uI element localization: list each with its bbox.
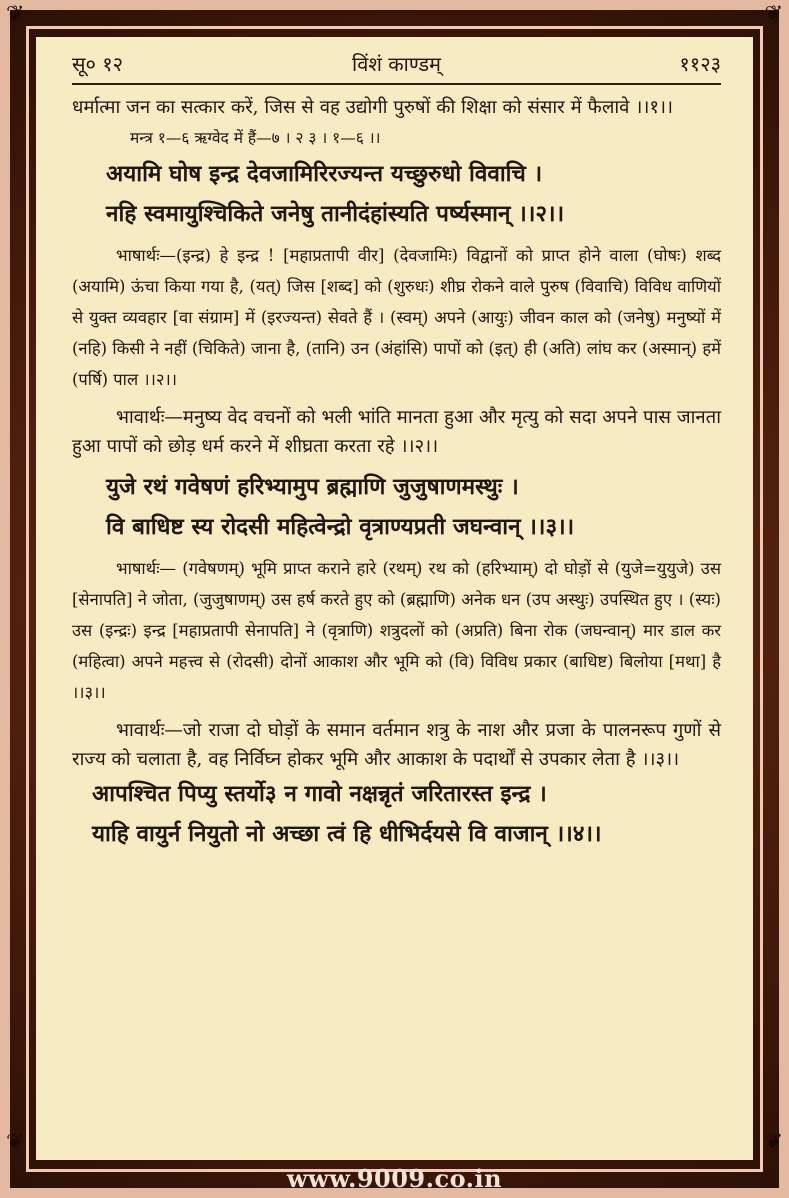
section-title: विंशं काण्डम् bbox=[352, 52, 441, 76]
page-header bbox=[72, 51, 721, 85]
verse-2-line-2: नहि स्वमायुश्चिकिते जनेषु तानीदंहांस्यति पर्ष्यस्मान् ।।२।। bbox=[106, 201, 565, 227]
verse-4-line-1: आपश्चित पिप्यु स्तर्यो३ न गावो नक्षन्नृतं जरितारस्त इन्द्र । bbox=[92, 781, 547, 807]
verse-3-line-2: वि बाधिष्ट स्य रोदसी महित्वेन्द्रो वृत्राण्यप्रती जघन्वान् ।।३।। bbox=[106, 514, 575, 540]
intro-paragraph: धर्मात्मा जन का सत्कार करें, जिस से वह उद्योगी पुरुषों की शिक्षा को संसार में फैलावे ।।१।। bbox=[72, 97, 673, 118]
bhashartha-3: भाषार्थः— (गवेषणम्) भूमि प्राप्त कराने हारे (रथम्) रथ को (हरिभ्याम्) दो घोड़ों से (युजे=युयुजे) उस [सेनापति] ने जोता, (जुजुषाणम्) उस हर्ष करते हुए को (ब्रह्माणि) अनेक धन (उप अस्थुः) उपस्थित हुए । (स्यः) उस (इन्द्रः) इन्द्र [महाप्रतापी सेनापति] ने (वृत्राणि) शत्रुदलों को (अप्रति) बिना रोक (जघन्वान्) मार डाल कर (महित्वा) अपने महत्त्व से (रोदसी) दोनों आकाश और भूमि को (वि) विविध प्रकार (बाधिष्ट) बिलोया [मथा] है ।।३।। bbox=[72, 559, 721, 702]
corner-ornament-icon: ❦ bbox=[6, 2, 25, 27]
bhashartha-2: भाषार्थः—(इन्द्र) हे इन्द्र ! [महाप्रतापी वीर] (देवजामिः) विद्वानों को प्राप्त होने वाला (घोषः) शब्द (अयामि) ऊंचा किया गया है, (यत्) जिस [शब्द] को (शुरुधः) शीघ्र रोकने वाले पुरुष (विवाचि) विविध वाणियों से युक्त व्यवहार [वा संग्राम] में (इरज्यन्त) सेवते हैं । (स्वम्) अपने (आयुः) जीवन काल को (जनेषु) मनुष्यों में (नहि) किसी ने नहीं (चिकिते) जाना है, (तानि) उन (अंहांसि) पापों को (इत्) ही (अति) लांघ कर (अस्मान्) हमें (पर्षि) पाल ।।२।। bbox=[72, 246, 721, 389]
corner-ornament-icon: ❦ bbox=[764, 1130, 783, 1155]
corner-ornament-icon: ❦ bbox=[764, 2, 783, 27]
verse-4-line-2: याहि वायुर्न नियुतो नो अच्छा त्वं हि धीभिर्दयसे वि वाजान् ।।४।। bbox=[92, 821, 602, 847]
bhavartha-2: भावार्थः—मनुष्य वेद वचनों को भली भांति मानता हुआ और मृत्यु को सदा अपने पास जानता हुआ पापों को छोड़ धर्म करने में शीघ्रता करता रहे ।।२।। bbox=[72, 407, 721, 457]
verse-2-line-1: अयामि घोष इन्द्र देवजामिरिरज्यन्त यच्छुरुधो विवाचि । bbox=[106, 161, 543, 187]
document-page bbox=[36, 37, 753, 1160]
page-number: ११२३ bbox=[679, 52, 721, 76]
bhavartha-3: भावार्थः—जो राजा दो घोड़ों के समान वर्तमान शत्रु के नाश और प्रजा के पालनरूप गुणों से राज्य को चलाता है, वह निर्विघ्न होकर भूमि और आकाश के पदार्थों से उपकार लेता है ।।३।। bbox=[72, 720, 721, 770]
corner-ornament-icon: ❦ bbox=[6, 1130, 25, 1155]
website-url: www.9009.co.in bbox=[286, 1164, 503, 1193]
sukta-number: सू० १२ bbox=[72, 52, 124, 76]
mantra-reference: मन्त्र १—६ ऋग्वेद में हैं—७ । २ ३ । १—६ ।। bbox=[130, 129, 381, 147]
verse-3-line-1: युजे रथं गवेषणं हरिभ्यामुप ब्रह्माणि जुजुषाणमस्थुः । bbox=[106, 474, 519, 500]
